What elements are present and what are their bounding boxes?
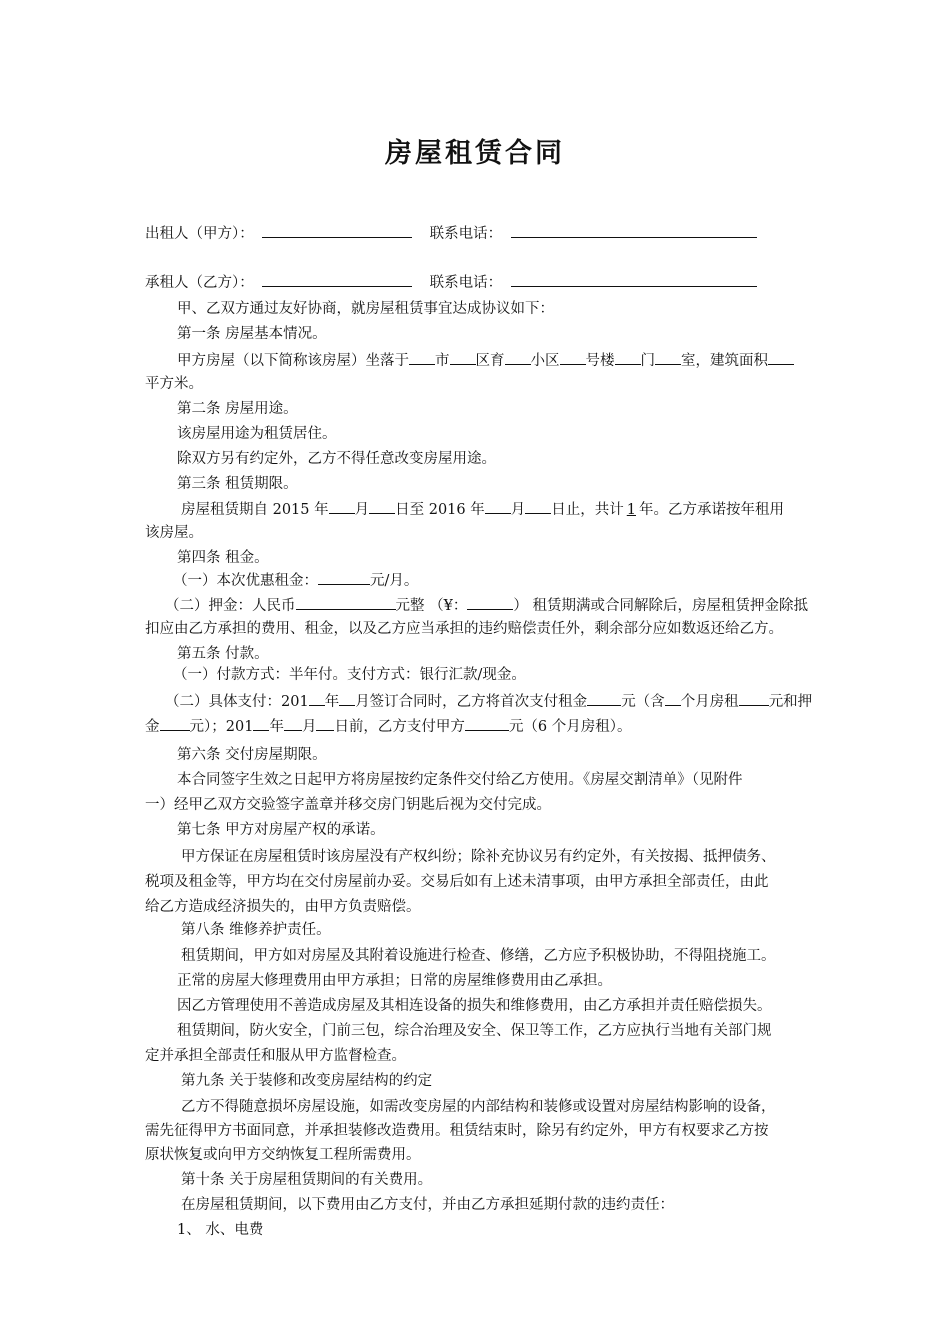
text-segment: 小区 (530, 353, 560, 369)
community-blank[interactable] (505, 349, 531, 365)
text-segment: 年 (269, 719, 284, 735)
article-3-heading: 第三条 租赁期限。 (177, 476, 298, 492)
article-9-line-3: 原状恢复或向甲方交纳恢复工程所需费用。 (145, 1147, 421, 1163)
second-year-blank[interactable] (253, 715, 269, 731)
text-segment: 月 (301, 719, 317, 735)
text-segment: 甲方房屋（以下简称该房屋）坐落于 (177, 353, 409, 369)
lessee-label: 承租人（乙方）： (145, 275, 254, 291)
end-month-blank[interactable] (485, 498, 511, 514)
term-years-value[interactable]: 1 (626, 502, 636, 518)
article-2-heading: 第二条 房屋用途。 (177, 401, 298, 417)
rent-amount-blank[interactable] (318, 569, 370, 585)
end-day-blank[interactable] (525, 498, 551, 514)
second-day-blank[interactable] (316, 715, 334, 731)
room-blank[interactable] (655, 349, 681, 365)
unit-blank[interactable] (615, 349, 641, 365)
article-5-heading: 第五条 付款。 (177, 646, 269, 662)
text-segment: 月 (354, 502, 370, 518)
second-payment-blank[interactable] (465, 715, 509, 731)
article-6-line-2: 一）经甲乙双方交验签字盖章并移交房门钥匙后视为交付完成。 (145, 797, 551, 813)
article-2-line-1: 该房屋用途为租赁居住。 (177, 426, 337, 442)
text-segment: 房屋租赁期自 2015 年 (181, 502, 329, 518)
article-1-line-2: 平方米。 (145, 376, 203, 392)
article-4-heading: 第四条 租金。 (177, 550, 269, 566)
lessee-phone-label: 联系电话： (429, 275, 503, 291)
article-8-line-5: 定并承担全部责任和服从甲方监督检查。 (145, 1048, 406, 1064)
article-10-line-2: 1、 水、电费 (177, 1222, 264, 1238)
article-5-line-1: （一）付款方式：半年付。支付方式：银行汇款/现金。 (173, 667, 526, 683)
text-segment: 月签订合同时，乙方将首次支付租金 (355, 694, 588, 710)
article-1-heading: 第一条 房屋基本情况。 (177, 326, 327, 342)
article-3-line-2: 该房屋。 (145, 525, 203, 541)
lessee-line (145, 271, 757, 293)
lessor-phone-field[interactable] (511, 222, 757, 238)
article-4-line-1 (173, 569, 418, 591)
text-segment: 日前，乙方支付甲方 (334, 719, 465, 735)
text-segment: 元整 （¥： (395, 598, 468, 614)
article-3-line-1 (181, 498, 784, 520)
lessor-name-field[interactable] (262, 222, 412, 238)
building-blank[interactable] (560, 349, 586, 365)
text-segment: 日至 2016 年 (395, 502, 485, 518)
start-day-blank[interactable] (369, 498, 395, 514)
lessee-name-field[interactable] (262, 271, 412, 287)
first-payment-blank[interactable] (587, 690, 621, 706)
deposit-part-blank[interactable] (160, 715, 190, 731)
lessor-label: 出租人（甲方）： (145, 226, 254, 242)
months-rent-blank[interactable] (739, 690, 769, 706)
text-segment: 区育 (475, 353, 505, 369)
article-9-line-2: 需先征得甲方书面同意，并承担装修改造费用。租赁结束时，除另有约定外，甲方有权要求乙方按 (145, 1123, 769, 1139)
deposit-words-blank[interactable] (296, 594, 396, 610)
article-7-line-3: 给乙方造成经济损失的，由甲方负责赔偿。 (145, 899, 421, 915)
area-blank[interactable] (768, 349, 794, 365)
text-segment: （二）具体支付：201 (165, 694, 309, 710)
district-blank[interactable] (450, 349, 476, 365)
intro-text: 甲、乙双方通过友好协商，就房屋租赁事宜达成协议如下： (177, 301, 554, 317)
text-segment: （二）押金：人民币 (165, 598, 296, 614)
article-7-line-2: 税项及租金等，甲方均在交付房屋前办妥。交易后如有上述未清事项，由甲方承担全部责任，由此 (145, 874, 769, 890)
article-10-heading: 第十条 关于房屋租赁期间的有关费用。 (181, 1172, 433, 1188)
lessee-phone-field[interactable] (511, 271, 757, 287)
article-6-line-1: 本合同签字生效之日起甲方将房屋按约定条件交付给乙方使用。《房屋交割清单》（见附件 (177, 772, 743, 788)
article-4-line-3: 扣应由乙方承担的费用、租金，以及乙方应当承担的违约赔偿责任外，剩余部分应如数返还给乙方。 (145, 621, 783, 637)
text-segment: 号楼 (585, 353, 615, 369)
article-4-line-2 (165, 594, 808, 616)
article-9-heading: 第九条 关于装修和改变房屋结构的约定 (181, 1073, 433, 1089)
lessor-phone-label: 联系电话： (429, 226, 503, 242)
article-5-line-2 (165, 690, 812, 712)
text-segment: 元（含 (621, 694, 665, 710)
text-segment: 月 (510, 502, 526, 518)
article-8-line-1: 租赁期间，甲方如对房屋及其附着设施进行检查、修缮，乙方应予积极协助，不得阻挠施工。 (181, 948, 776, 964)
sign-month-blank[interactable] (339, 690, 355, 706)
second-month-blank[interactable] (284, 715, 302, 731)
text-segment: 元和押 (768, 694, 813, 710)
text-segment: 金 (145, 719, 160, 735)
article-10-line-1: 在房屋租赁期间，以下费用由乙方支付，并由乙方承担延期付款的违约责任： (181, 1197, 674, 1213)
article-8-heading: 第八条 维修养护责任。 (181, 922, 331, 938)
deposit-number-blank[interactable] (467, 594, 513, 610)
article-8-line-4: 租赁期间，防火安全，门前三包，综合治理及安全、保卫等工作，乙方应执行当地有关部门规 (177, 1023, 772, 1039)
article-2-line-2: 除双方另有约定外，乙方不得任意改变房屋用途。 (177, 451, 496, 467)
article-1-line-1 (177, 349, 794, 371)
article-8-line-2: 正常的房屋大修理费用由甲方承担；日常的房屋维修费用由乙承担。 (177, 973, 612, 989)
city-blank[interactable] (409, 349, 435, 365)
article-7-heading: 第七条 甲方对房屋产权的承诺。 (177, 822, 385, 838)
text-segment: 日止，共计 (551, 502, 624, 518)
article-7-line-1: 甲方保证在房屋租赁时该房屋没有产权纠纷；除补充协议另有约定外，有关按揭、抵押债务、 (181, 849, 776, 865)
article-6-heading: 第六条 交付房屋期限。 (177, 747, 327, 763)
page-title: 房屋租赁合同 (385, 138, 565, 169)
text-segment: 元（6 个月房租）。 (508, 719, 632, 735)
sign-year-blank[interactable] (309, 690, 325, 706)
text-segment: 市 (435, 353, 450, 369)
lessor-line (145, 222, 757, 244)
text-segment: ） 租赁期满或合同解除后，房屋租赁押金除抵 (513, 598, 808, 614)
article-5-line-3 (145, 715, 632, 737)
text-segment: 元/月。 (370, 573, 419, 589)
text-segment: （一）本次优惠租金： (173, 573, 318, 589)
start-month-blank[interactable] (329, 498, 355, 514)
article-8-line-3: 因乙方管理使用不善造成房屋及其相连设备的损失和维修费用，由乙方承担并责任赔偿损失。 (177, 998, 772, 1014)
text-segment: 门 (640, 353, 655, 369)
text-segment: 年。乙方承诺按年租用 (638, 502, 784, 518)
text-segment: 年 (324, 694, 340, 710)
text-segment: 个月房租 (680, 694, 739, 710)
months-count-blank[interactable] (665, 690, 681, 706)
article-9-line-1: 乙方不得随意损坏房屋设施，如需改变房屋的内部结构和装修或设置对房屋结构影响的设备， (181, 1099, 776, 1115)
text-segment: 元）；201 (189, 719, 254, 735)
text-segment: 室，建筑面积 (681, 353, 768, 369)
